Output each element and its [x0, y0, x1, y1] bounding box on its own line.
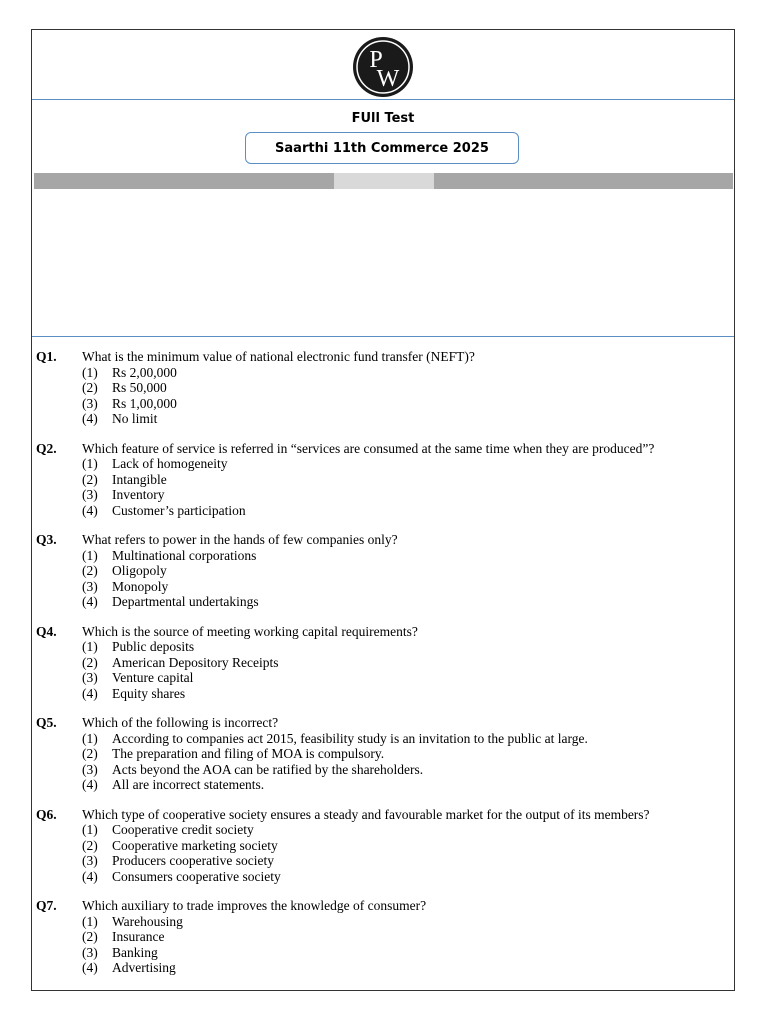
option-item [82, 579, 736, 595]
option-number: (1) [82, 822, 98, 837]
option-list [82, 365, 736, 427]
option-text: Acts beyond the AOA can be ratified by the shareholders. [112, 761, 424, 777]
option-item [82, 396, 736, 412]
option-number: (3) [82, 578, 98, 594]
option-number: (3) [82, 395, 98, 411]
question-text: Which feature of service is referred in “services are consumed at the same time when they are produced”? [82, 440, 655, 456]
option-item [82, 563, 736, 579]
option-number: (4) [82, 685, 98, 701]
option-number: (3) [82, 670, 98, 685]
option-number: (1) [82, 730, 98, 746]
option-number: (4) [82, 594, 98, 609]
option-text: Producers cooperative society [112, 853, 274, 868]
option-number: (4) [82, 411, 98, 426]
test-title: Saarthi 11th Commerce 2025 [275, 140, 489, 156]
option-text: Consumers cooperative society [112, 868, 281, 884]
option-number: (2) [82, 380, 98, 395]
option-item [82, 472, 736, 488]
option-number: (2) [82, 471, 98, 487]
question-row [36, 624, 736, 640]
option-item [82, 548, 736, 564]
option-number: (1) [82, 639, 98, 654]
option-text: American Depository Receipts [112, 654, 279, 670]
option-text: All are incorrect statements. [112, 777, 265, 792]
option-number: (4) [82, 960, 98, 975]
option-list [82, 548, 736, 610]
question-row [36, 715, 736, 731]
option-text: Insurance [112, 929, 165, 944]
option-text: Inventory [112, 487, 165, 502]
option-number: (1) [82, 547, 98, 563]
option-number: (2) [82, 837, 98, 853]
option-text: Multinational corporations [112, 547, 257, 563]
option-item [82, 929, 736, 945]
option-item [82, 503, 736, 519]
decorative-bar-left [34, 173, 334, 189]
option-text: Equity shares [112, 685, 186, 701]
option-number: (1) [82, 456, 98, 471]
pw-logo-icon [352, 36, 414, 98]
option-text: Oligopoly [112, 563, 167, 578]
question-number: Q5. [36, 715, 57, 730]
option-text: Venture capital [112, 670, 194, 685]
question-list [36, 349, 736, 990]
option-number: (2) [82, 746, 98, 761]
option-number: (2) [82, 654, 98, 670]
option-list [82, 822, 736, 884]
option-item [82, 380, 736, 396]
option-item [82, 456, 736, 472]
svg-text:W: W [376, 66, 400, 92]
option-item [82, 639, 736, 655]
option-text: Public deposits [112, 639, 195, 654]
question-number: Q1. [36, 349, 57, 364]
option-number: (4) [82, 777, 98, 792]
question-text: Which auxiliary to trade improves the knowledge of consumer? [82, 898, 427, 913]
option-item [82, 487, 736, 503]
test-title-box [245, 132, 519, 164]
option-number: (3) [82, 853, 98, 868]
option-text: The preparation and filing of MOA is compulsory. [112, 746, 385, 761]
option-text: Lack of homogeneity [112, 456, 228, 471]
option-list [82, 639, 736, 701]
option-item [82, 746, 736, 762]
question-text: What is the minimum value of national electronic fund transfer (NEFT)? [82, 349, 475, 364]
decorative-bar-middle [334, 173, 434, 189]
option-item [82, 914, 736, 930]
instructions-divider [32, 336, 734, 337]
option-item [82, 686, 736, 702]
option-item [82, 853, 736, 869]
question-number: Q4. [36, 623, 57, 639]
question-text: Which of the following is incorrect? [82, 715, 279, 730]
option-text: Monopoly [112, 578, 169, 594]
option-text: Rs 2,00,000 [112, 364, 177, 380]
option-number: (2) [82, 563, 98, 578]
option-item [82, 762, 736, 778]
option-item [82, 838, 736, 854]
question-number: Q2. [36, 440, 57, 456]
question-item [36, 807, 736, 885]
option-list [82, 914, 736, 976]
logo-header [32, 30, 734, 100]
question-item [36, 441, 736, 519]
option-item [82, 822, 736, 838]
option-item [82, 655, 736, 671]
option-text: According to companies act 2015, feasibility study is an invitation to the public at large. [112, 730, 588, 746]
question-item [36, 715, 736, 793]
option-item [82, 670, 736, 686]
question-row [36, 898, 736, 914]
question-text: Which type of cooperative society ensures a steady and favourable market for the output of its members? [82, 806, 650, 822]
question-text: Which is the source of meeting working capital requirements? [82, 623, 418, 639]
option-item [82, 777, 736, 793]
option-number: (4) [82, 868, 98, 884]
option-text: Departmental undertakings [112, 594, 259, 609]
option-number: (2) [82, 929, 98, 944]
option-text: Banking [112, 944, 158, 960]
option-item [82, 960, 736, 976]
option-item [82, 365, 736, 381]
option-item [82, 594, 736, 610]
question-number: Q7. [36, 898, 57, 913]
question-row [36, 532, 736, 548]
question-number: Q3. [36, 532, 57, 547]
option-number: (1) [82, 364, 98, 380]
test-type-label: FUll Test [351, 111, 415, 126]
option-text: Intangible [112, 471, 167, 487]
option-number: (3) [82, 487, 98, 502]
question-row [36, 441, 736, 457]
option-text: Cooperative marketing society [112, 837, 278, 853]
option-text: Customer’s participation [112, 502, 246, 518]
option-number: (3) [82, 761, 98, 777]
header-divider [32, 99, 734, 100]
option-text: Advertising [112, 960, 176, 975]
question-item [36, 532, 736, 610]
question-row [36, 349, 736, 365]
option-number: (4) [82, 502, 98, 518]
option-item [82, 411, 736, 427]
option-item [82, 869, 736, 885]
question-text: What refers to power in the hands of few companies only? [82, 532, 398, 547]
option-text: Rs 1,00,000 [112, 395, 177, 411]
option-text: No limit [112, 411, 158, 426]
option-text: Rs 50,000 [112, 380, 167, 395]
option-text: Warehousing [112, 913, 183, 929]
option-item [82, 945, 736, 961]
decorative-bar-right [434, 173, 733, 189]
question-row [36, 807, 736, 823]
question-item [36, 898, 736, 976]
option-list [82, 456, 736, 518]
svg-text:P: P [369, 47, 383, 73]
option-number: (1) [82, 913, 98, 929]
option-item [82, 731, 736, 747]
question-number: Q6. [36, 806, 57, 822]
option-list [82, 731, 736, 793]
question-item [36, 349, 736, 427]
option-number: (3) [82, 944, 98, 960]
question-item [36, 624, 736, 702]
option-text: Cooperative credit society [112, 822, 254, 837]
